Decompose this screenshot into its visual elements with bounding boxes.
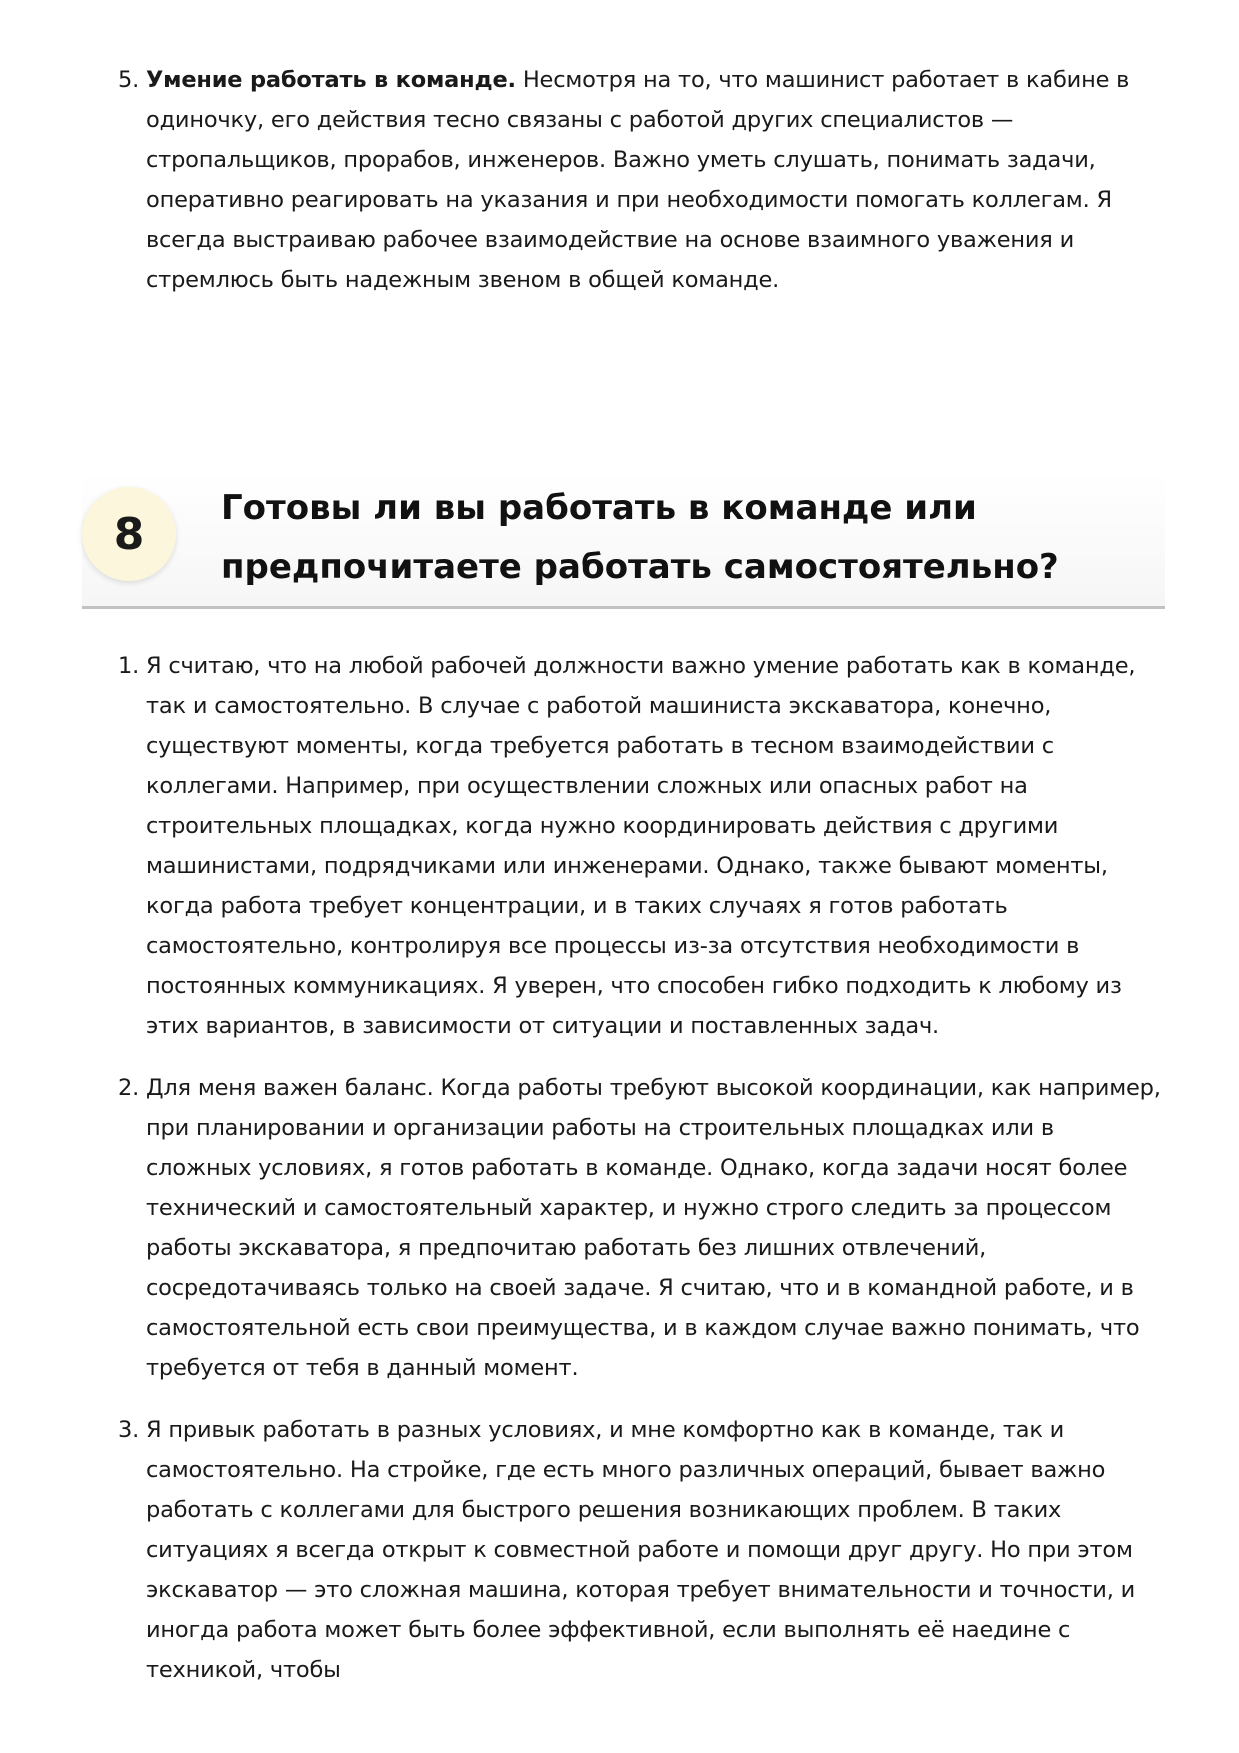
answers-list [118,646,1164,1690]
list-item-text: Я считаю, что на любой рабочей должности важно умение работать как в команде, так и самостоятельно. В случае с работой машиниста экскаватора, конечно, существуют моменты, когда требуется работать в тесном взаимодействии с коллегами. Например, при осуществлении сложных или опасных работ на строительных площадках, когда нужно координировать действия с другими машинистами, подрядчиками или инженерами. Однако, также бывают моменты, когда работа требует концентрации, и в таких случаях я готов работать самостоятельно, контролируя все процессы из-за отсутствия необходимости в постоянных коммуникациях. Я уверен, что способен гибко подходить к любому из этих вариантов, в зависимости от ситуации и поставленных задач. [146,653,1136,1039]
list-item [118,646,1164,1046]
question-title: Готовы ли вы работать в команде или предпочитаете работать самостоятельно? [221,488,1059,587]
question-header [82,471,1165,609]
list-item-text: Я привык работать в разных условиях, и мне комфортно как в команде, так и самостоятельно. На стройке, где есть много различных операций, бывает важно работать с коллегами для быстрого решения возникающих проблем. В таких ситуациях я всегда открыт к совместной работе и помощи друг другу. Но при этом экскаватор — это сложная машина, которая требует внимательности и точности, и иногда работа может быть более эффективной, если выполнять её наедине с техникой, чтобы [146,1417,1136,1683]
list-item-text: Для меня важен баланс. Когда работы требуют высокой координации, как например, при планировании и организации работы на строительных площадках или в сложных условиях, я готов работать в команде. Однако, когда задачи носят более технический и самостоятельный характер, и нужно строго следить за процессом работы экскаватора, я предпочитаю работать без лишних отвлечений, сосредотачиваясь только на своей задаче. Я считаю, что и в командной работе, и в самостоятельной есть свои преимущества, и в каждом случае важно понимать, что требуется от тебя в данный момент. [146,1075,1161,1381]
question-number-badge: 8 [82,487,176,581]
list-item-heading: Умение работать в команде. [146,67,516,93]
previous-answer-list [118,60,1164,300]
list-item [118,1410,1164,1690]
list-item-number: 2. [118,1075,140,1101]
list-item-number: 3. [118,1417,140,1443]
list-item [118,60,1164,300]
list-item-text: Несмотря на то, что машинист работает в кабине в одиночку, его действия тесно связаны с работой других специалистов — стропальщиков, прорабов, инженеров. Важно уметь слушать, понимать задачи, оперативно реагировать на указания и при необходимости помогать коллегам. Я всегда выстраиваю рабочее взаимодействие на основе взаимного уважения и стремлюсь быть надежным звеном в общей команде. [146,67,1130,293]
list-item [118,1068,1164,1388]
list-item-number: 1. [118,653,140,679]
list-item-number: 5. [118,67,140,93]
